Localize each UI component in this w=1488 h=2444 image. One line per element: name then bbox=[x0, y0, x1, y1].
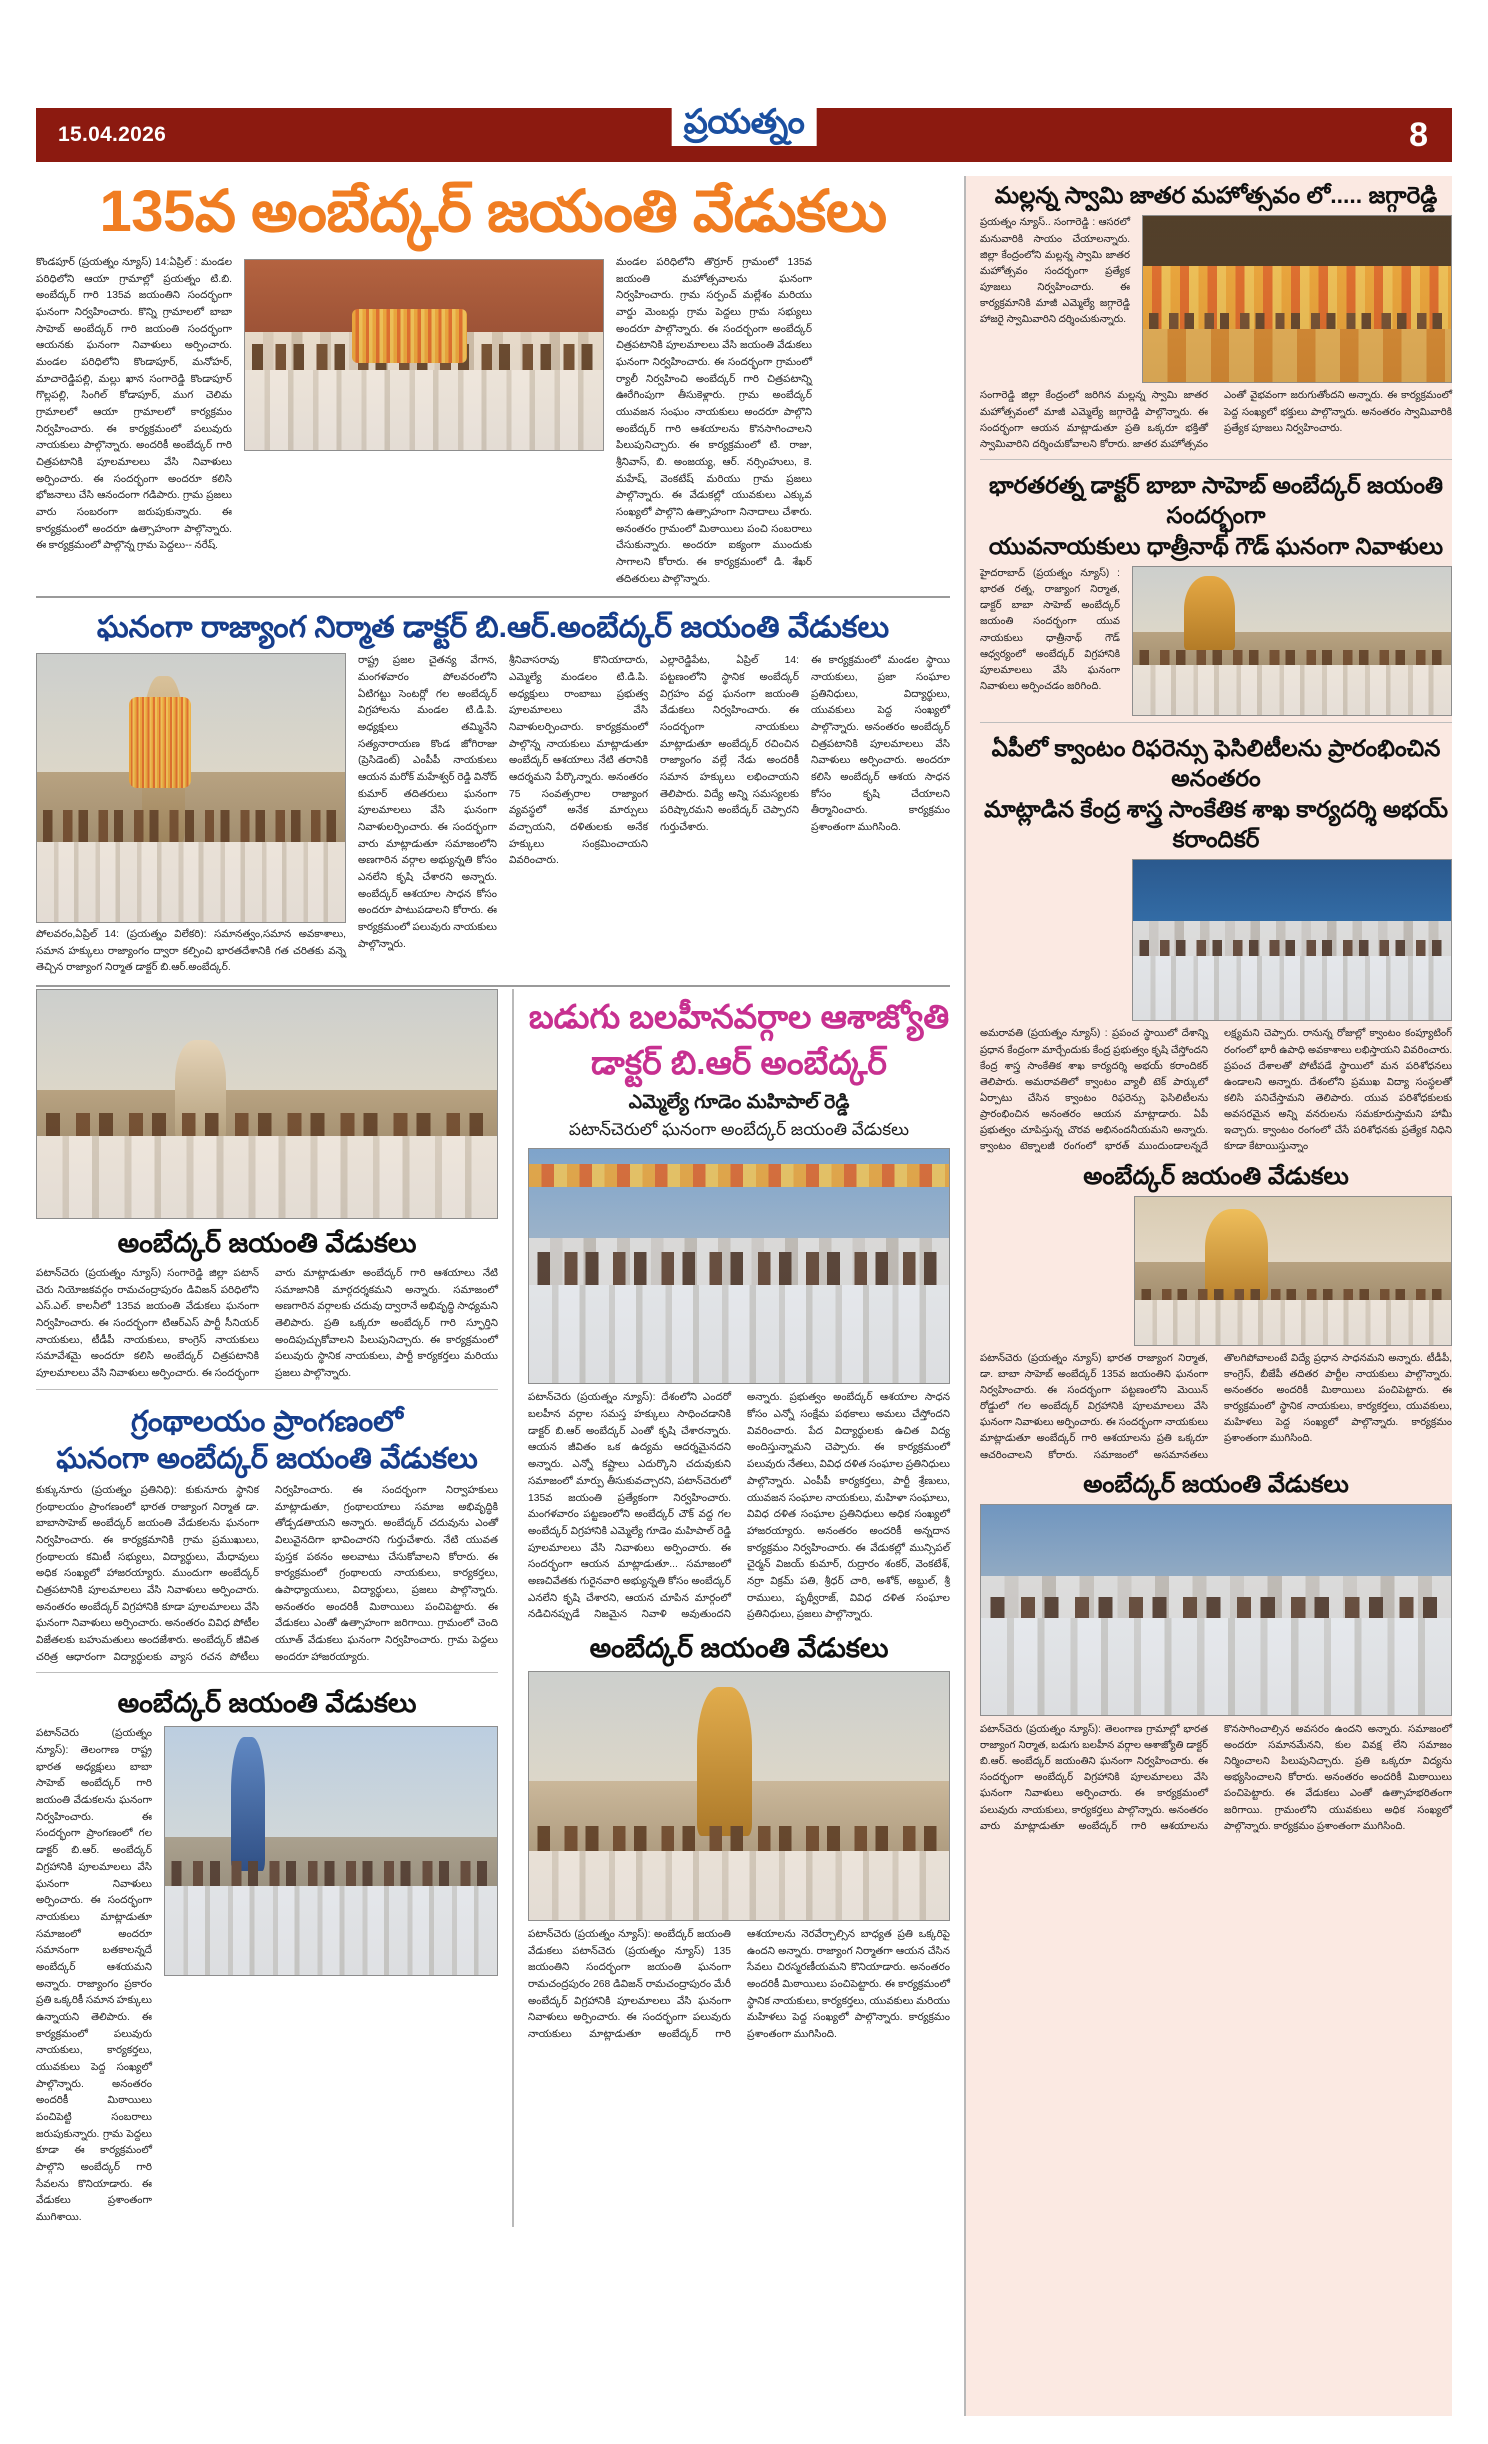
right-column bbox=[966, 176, 1452, 2416]
section2-col1: రాష్ట్ర ప్రజల చైతన్య వేగాన, మంగళవారం పోలవరంలోని ఏటిగట్టు సెంటర్లో గల అంబేద్కర్ విగ్రహాలను మండల టి.డి.పి. అధ్యక్షులు తమ్మినేని సత్యనారాయణ కొండ జోగిరాజు (ప్రెసిడెంట్) ఎంపీపీ నాయకులు ఆయన మరోక్ మహేశ్వర్ రెడ్డి వినోద్ కుమార్ తదితరులు ఘనంగా పూలమాలలు వేసి ఘనంగా నివాళులర్పించారు. ఈ సందర్భంగా వారు మాట్లాడుతూ సమాజంలోని అణగారిన వర్గాల అభ్యున్నతి కోసం ఎనలేని కృషి చేశారని అన్నారు. అంబేద్కర్ ఆశయాల సాధన కోసం అందరూ పాటుపడాలని కోరారు. ఈ కార్యక్రమంలో పలువురు నాయకులు పాల్గొన్నారు. bbox=[358, 655, 497, 950]
right-divider-1 bbox=[980, 459, 1452, 460]
right-headline1: మల్లన్న స్వామి జాతర మహోత్సవం లో..... జగ్గారెడ్డి bbox=[994, 182, 1438, 208]
page-number: 8 bbox=[1409, 116, 1428, 154]
lead-photo bbox=[244, 259, 604, 451]
main-column bbox=[36, 176, 966, 2416]
right-body1: ప్రయత్నం న్యూస్.. సంగారెడ్డి : ఆసరలో మనువారికి సాయం చేయాలన్నారు. జిల్లా కేంద్రంలోని మల్లన్న స్వామి జాతర మహోత్సవం సందర్భంగా ప్రత్యేక పూజలు నిర్వహించారు. ఈ కార్యక్రమానికి మాజీ ఎమ్మెల్యే జగ్గారెడ్డి హాజరై స్వామివారిని దర్శించుకున్నారు. bbox=[980, 217, 1130, 326]
right-body3: అమరావతి (ప్రయత్నం న్యూస్) : ప్రపంచ స్థాయిలో దేశాన్ని ప్రధాన కేంద్రంగా మార్చేందుకు కేంద్ర ప్రభుత్వం కృషి చేస్తోందని కేంద్ర శాస్త్ర సాంకేతిక శాఖ కార్యదర్శి అభయ్ కరాందికర్ తెలిపారు. అమరావతిలో క్వాంటం వ్యాలీ టెక్ పార్కులో ఏర్పాటు చేసిన క్వాంటం రిఫరెన్సు ఫెసిలిటీలను ప్రారంభించిన అనంతరం ఆయన మాట్లాడారు. ఏపీ ప్రభుత్వం చూపిస్తున్న చొరవ అభినందనీయమని అన్నారు. క్వాంటం టెక్నాలజీ రంగంలో భారత్ ముందుండాలన్నదే లక్ష్యమని చెప్పారు. రానున్న రోజుల్లో క్వాంటం కంప్యూటింగ్ రంగంలో భారీ ఉపాధి అవకాశాలు లభిస్తాయని వివరించారు. ప్రపంచ దేశాలతో పోటీపడే స్థాయిలో మన పరిశోధనలు ఉండాలని అన్నారు. దేశంలోని ప్రముఖ విద్యా సంస్థలతో కలిసి పనిచేస్తామని తెలిపారు. యువ పరిశోధకులకు అవసరమైన అన్ని వనరులను సమకూరుస్తామని హామీ ఇచ్చారు. క్వాంటం రంగంలో చేసే పరిశోధనకు ప్రత్యేక నిధిని కూడా కేటాయిస్తున్నాం bbox=[980, 1028, 1452, 1153]
right-headline3-line1: ఏపీలో క్వాంటం రిఫరెన్సు ఫెసిలిటీలను ప్రారంభించిన అనంతరం bbox=[991, 735, 1441, 792]
section5-body: పటాన్‌చెరు (ప్రయత్నం న్యూస్): తెలంగాణ రాష్ట్ర భారత అధ్యక్షులు బాబా సాహెబ్ అంబేద్కర్ గారి జయంతి వేడుకలను ఘనంగా నిర్వహించారు. ఈ సందర్భంగా ప్రాంగణంలో గల డాక్టర్ బి.ఆర్. అంబేద్కర్ విగ్రహానికి పూలమాలలు వేసి ఘనంగా నివాళులు అర్పించారు. ఈ సందర్భంగా నాయకులు మాట్లాడుతూ సమాజంలో అందరూ సమానంగా బతకాలన్నదే అంబేద్కర్ ఆశయమని అన్నారు. రాజ్యాంగం ప్రకారం ప్రతి ఒక్కరికీ సమాన హక్కులు ఉన్నాయని తెలిపారు. ఈ కార్యక్రమంలో పలువురు నాయకులు, కార్యకర్తలు, యువకులు పెద్ద సంఖ్యలో పాల్గొన్నారు. అనంతరం అందరికీ మిఠాయిలు పంచిపెట్టి సంబరాలు జరుపుకున్నారు. గ్రామ పెద్దలు కూడా ఈ కార్యక్రమంలో పాల్గొని అంబేద్కర్ గారి సేవలను కొనియాడారు. ఈ వేడుకలు ప్రశాంతంగా ముగిశాయి. bbox=[36, 1728, 152, 2223]
section3-body: పటాన్‌చెరు (ప్రయత్నం న్యూస్) సంగారెడ్డి జిల్లా పటాన్ చెరు నియోజకవర్గం రామచంద్రాపురం డివిజన్ పరిధిలోని ఎస్.ఎల్. కాలనీలో 135వ జయంతి వేడుకలు ఘనంగా నిర్వహించారు. ఈ సందర్భంగా టిఆర్ఎస్ పార్టీ సీనియర్ నాయకులు, టీడీపీ నాయకులు, కాంగ్రెస్ నాయకులు సమావేశమై అందరూ కలిసి అంబేద్కర్ చిత్రపటానికి పూలమాలలు వేసి నివాళులు అర్పించారు. ఈ సందర్భంగా వారు మాట్లాడుతూ అంబేద్కర్ గారి ఆశయాలు నేటి సమాజానికి మార్గదర్శకమని అన్నారు. సమాజంలో అణగారిన వర్గాలకు చదువు ద్వారానే అభివృద్ధి సాధ్యమని తెలిపారు. ప్రతి ఒక్కరూ అంబేద్కర్ గారి స్ఫూర్తిని అందిపుచ్చుకోవాలని పిలుపునిచ్చారు. ఈ కార్యక్రమంలో పలువురు స్థానిక నాయకులు, పార్టీ కార్యకర్తలు మరియు ప్రజలు పాల్గొన్నారు. bbox=[36, 1267, 498, 1379]
right-body1b: సంగారెడ్డి జిల్లా కేంద్రంలో జరిగిన మల్లన్న స్వామి జాతర మహోత్సవంలో మాజీ ఎమ్మెల్యే జగ్గారెడ్డి పాల్గొన్నారు. ఈ సందర్భంగా ఆయన మాట్లాడుతూ ప్రతి ఒక్కరూ భక్తితో స్వామివారిని దర్శించుకోవాలని కోరారు. జాతర మహోత్సవం ఎంతో వైభవంగా జరుగుతోందని అన్నారు. ఈ కార్యక్రమంలో పెద్ద సంఖ్యలో భక్తులు పాల్గొన్నారు. అనంతరం స్వామివారికి ప్రత్యేక పూజలు నిర్వహించారు. bbox=[980, 390, 1452, 450]
middle-body2: పటాన్‌చెరు (ప్రయత్నం న్యూస్): అంబేద్కర్ జయంతి వేడుకలు పటాన్‌చెరు (ప్రయత్నం న్యూస్) 135 జయంతిని సందర్భంగా జయంతి ఘనంగా రామచంద్రపురం 268 డివిజన్ రామచంద్రాపురం మేరీ అంబేద్కర్ విగ్రహానికి పూలమాలలు వేసి ఘనంగా నివాళులు అర్పించారు. ఈ సందర్భంగా పలువురు నాయకులు మాట్లాడుతూ అంబేద్కర్ గారి ఆశయాలను నెరవేర్చాల్సిన బాధ్యత ప్రతి ఒక్కరిపై ఉందని అన్నారు. రాజ్యాంగ నిర్మాతగా ఆయన చేసిన సేవలు చిరస్మరణీయమని కొనియాడారు. అనంతరం అందరికీ మిఠాయిలు పంచిపెట్టారు. ఈ కార్యక్రమంలో స్థానిక నాయకులు, కార్యకర్తలు, యువకులు మరియు మహిళలు పెద్ద సంఖ్యలో పాల్గొన్నారు. కార్యక్రమం ప్రశాంతంగా ముగిసింది. bbox=[528, 1928, 950, 2040]
right-photo3 bbox=[1132, 859, 1452, 1021]
right-photo2 bbox=[1132, 566, 1452, 716]
section4-body: కుక్కునూరు (ప్రయత్నం ప్రతినిధి): కుకునూరు స్థానిక గ్రంథాలయం ప్రాంగణంలో భారత రాజ్యాంగ నిర్మాత డా. బాబాసాహెబ్ అంబేద్కర్ జయంతి వేడుకలను ఘనంగా నిర్వహించారు. ఈ కార్యక్రమానికి గ్రామ ప్రముఖులు, గ్రంథాలయ కమిటీ సభ్యులు, విద్యార్థులు, మేధావులు అధిక సంఖ్యలో హాజరయ్యారు. ముందుగా అంబేద్కర్ చిత్రపటానికి పూలమాలలు వేసి నివాళులు అర్పించారు. అనంతరం అంబేద్కర్ విగ్రహానికి కూడా పూలమాలలు వేసి ఘనంగా నివాళులు అర్పించారు. అనంతరం వివిధ పోటీల విజేతలకు బహుమతులు అందజేశారు. అంబేద్కర్ జీవిత చరిత్ర ఆధారంగా విద్యార్థులకు వ్యాస రచన పోటీలు నిర్వహించారు. ఈ సందర్భంగా నిర్వాహకులు మాట్లాడుతూ, గ్రంథాలయాలు సమాజ అభివృద్ధికి తోడ్పడతాయని అన్నారు. అంబేద్కర్ చదువును ఎంతో విలువైనదిగా భావించారని గుర్తుచేశారు. నేటి యువత పుస్తక పఠనం అలవాటు చేసుకోవాలని కోరారు. ఈ కార్యక్రమంలో గ్రంథాలయ నాయకులు, కార్యకర్తలు, ఉపాధ్యాయులు, విద్యార్థులు, ప్రజలు పాల్గొన్నారు. అనంతరం అందరికీ మిఠాయిలు పంచిపెట్టారు. ఈ వేడుకలు ఎంతో ఉత్సాహంగా జరిగాయి. గ్రామంలో చెంది యూత్ వేడుకలు ఘనంగా నిర్వహించారు. గ్రామ పెద్దలు అందరూ హాజరయ్యారు. bbox=[36, 1484, 498, 1663]
lower-main bbox=[36, 989, 950, 2227]
masthead-bar bbox=[36, 103, 1452, 162]
section3-photo bbox=[36, 989, 498, 1219]
right-photo1 bbox=[1142, 215, 1452, 383]
divider-2 bbox=[36, 985, 950, 987]
right-body2: హైదరాబాద్ (ప్రయత్నం న్యూస్) : భారత రత్న, రాజ్యాంగ నిర్మాత, డాక్టర్ బాబా సాహెబ్ అంబేద్కర్ జయంతి సందర్భంగా యువ నాయకులు ధాత్రీనాథ్ గౌడ్ ఆధ్వర్యంలో అంబేద్కర్ విగ్రహానికి పూలమాలలు వేసి ఘనంగా నివాళులు అర్పించడం జరిగింది. bbox=[980, 568, 1120, 692]
lead-body-1: కొండపూర్ (ప్రయత్నం న్యూస్) 14:ఏప్రిల్ : మండల పరిధిలోని ఆయా గ్రామాల్లో ప్రయత్నం టి.బి. అంబేద్కర్ గారి 135వ జయంతిని సందర్భంగా ఘనంగా నిర్వహించారు. కొన్ని గ్రామాలలో బాబా సాహెబ్ అంబేద్కర్ గారి జయంతి సందర్భంగా ఆయనకు ఘనంగా నివాళులు అర్పించారు. మండల పరిధిలోని కొండాపూర్, మనోహర్, మాచారెడ్డిపల్లి, మల్లు ఖాన సంగారెడ్డి కొండాపూర్ గొల్లపల్లి, సింగిల్ కోడాపూర్, ముగ చెలిమ గ్రామాలలో ఆయా గ్రామాలలో కార్యక్రమం నిర్వహించారు. ఈ కార్యక్రమంలో పలువురు నాయకులు పాల్గొన్నారు. అందరికీ అంబేద్కర్ గారి చిత్రపటానికి పూలమాలలు వేసి నివాళులు అర్పించారు. ఈ సందర్భంగా అందరూ కలిసి భోజనాలు చేసి ఆనందంగా గడిపారు. గ్రామ ప్రజలు వారు సంబరంగా జరుపుకున్నారు. ఈ కార్యక్రమంలో అందరూ ఉత్సాహంగా పాల్గొన్నారు. ఈ కార్యక్రమంలో పాల్గొన్న గ్రామ పెద్దలు-- నరేష్. bbox=[36, 256, 232, 552]
middle-photo bbox=[528, 1148, 950, 1384]
middle-headline-line1: బడుగు బలహీనవర్గాల ఆశాజ్యోతి bbox=[528, 997, 950, 1035]
middle-sub2: పటాన్‌చెరులో ఘనంగా అంబేద్కర్ జయంతి వేడుకలు bbox=[568, 1119, 910, 1139]
divider-4 bbox=[36, 1672, 498, 1673]
section2-body bbox=[36, 653, 950, 976]
section2-col4: ఈ కార్యక్రమంలో మండల స్థాయి నాయకులు, ప్రజా సంఘాల ప్రతినిధులు, విద్యార్థులు, యువకులు పెద్ద సంఖ్యలో పాల్గొన్నారు. అనంతరం అంబేద్కర్ చిత్రపటానికి పూలమాలలు వేసి నివాళులు అర్పించారు. అందరూ కలిసి అంబేద్కర్ ఆశయ సాధన కోసం కృషి చేయాలని తీర్మానించారు. కార్యక్రమం ప్రశాంతంగా ముగిసింది. bbox=[811, 655, 950, 834]
divider-3 bbox=[36, 1389, 498, 1390]
middle-sub1: ఎమ్మెల్యే గూడెం మహిపాల్ రెడ్డి bbox=[628, 1091, 850, 1113]
middle-photo2 bbox=[528, 1671, 950, 1921]
section4-headline-line2: ఘనంగా అంబేద్కర్ జయంతి వేడుకలు bbox=[56, 1443, 478, 1476]
middle-body: పటాన్‌చెరు (ప్రయత్నం న్యూస్): దేశంలోని ఎందరో బలహీన వర్గాల సమస్త హక్కులు సాధించడానికి డాక్టర్ బి.ఆర్ అంబేద్కర్ ఎంతో కృషి చేశారన్నారు. ఆయన జీవితం ఒక ఉద్యమ ఆదర్శమైనదని అన్నారు. ఎన్నో కష్టాలు ఎదుర్కొని చదువుకుని సమాజంలో మార్పు తీసుకువచ్చారని, పటాన్‌చెరులో 135వ జయంతి ప్రత్యేకంగా నిర్వహించారు. మంగళవారం పట్టణంలోని అంబేద్కర్ చౌక్ వద్ద గల అంబేద్కర్ విగ్రహానికి ఎమ్మెల్యే గూడెం మహిపాల్ రెడ్డి పూలమాలలు వేసి నివాళులు అర్పించారు. ఈ సందర్భంగా ఆయన మాట్లాడుతూ... సమాజంలో అణచివేతకు గురైనవారి అభ్యున్నతి కోసం అంబేద్కర్ ఎనలేని కృషి చేశారని, ఆయన చూపిన మార్గంలో నడిచినప్పుడే నిజమైన నివాళి అవుతుందని అన్నారు. ప్రభుత్వం అంబేద్కర్ ఆశయాల సాధన కోసం ఎన్నో సంక్షేమ పథకాలు అమలు చేస్తోందని వివరించారు. పేద విద్యార్థులకు ఉచిత విద్య అందిస్తున్నామని చెప్పారు. ఈ కార్యక్రమంలో పలువురు నేతలు, వివిధ దళిత సంఘాల ప్రతినిధులు పాల్గొన్నారు. ఎంపీపీ కార్యకర్తలు, పార్టీ శ్రేణులు, యువజన సంఘాల నాయకులు, మహిళా సంఘాలు, వివిధ దళిత సంఘాల ప్రతినిధులు అధిక సంఖ్యలో హాజరయ్యారు. అనంతరం అందరికీ అన్నదాన కార్యక్రమం నిర్వహించారు. ఈ వేడుకల్లో మున్సిపల్ చైర్మన్ విజయ్ కుమార్, రుద్రారం శంకర్, వెంకటేశ్, నర్రా విక్రమ్ పతి, శ్రీధర్ చారి, అశోక్, అబ్దుల్, శ్రీ రాములు, పృథ్వీరాజ్, వివిధ దళిత సంఘాల ప్రతినిధులు, ప్రజలు పాల్గొన్నారు. bbox=[528, 1392, 950, 1621]
section5-photo bbox=[164, 1726, 498, 1976]
lead-headline: 135వ అంబేద్కర్ జయంతి వేడుకలు bbox=[99, 179, 887, 244]
section2-col3: ఎల్లారెడ్డిపేట, ఏప్రిల్ 14: పట్టణంలోని స్థానిక అంబేద్కర్ విగ్రహం వద్ద ఘనంగా జయంతి వేడుకలు నిర్వహించారు. ఈ సందర్భంగా నాయకులు మాట్లాడుతూ అంబేద్కర్ రచించిన రాజ్యాంగం వల్లే నేడు అందరికీ సమాన హక్కులు లభించాయని తెలిపారు. విద్యే అన్ని సమస్యలకు పరిష్కారమని అంబేద్కర్ చెప్పారని గుర్తుచేశారు. bbox=[660, 655, 799, 834]
section2-headline: ఘనంగా రాజ్యాంగ నిర్మాత డాక్టర్ బి.ఆర్.అంబేద్కర్ జయంతి వేడుకలు bbox=[96, 611, 890, 645]
divider-1 bbox=[36, 596, 950, 598]
right-headline4: అంబేద్కర్ జయంతి వేడుకలు bbox=[1083, 1162, 1349, 1190]
section2-col2: శ్రీనివాసరావు కొనియాదారు, ఎమ్మెల్యే మండలం టి.డి.పి. అధ్యక్షులు రాంబాబు ప్రభుత్వ పూలమాలలు వేసి నివాళులర్పించారు. కార్యక్రమంలో పాల్గొన్న నాయకులు మాట్లాడుతూ అంబేద్కర్ ఆశయాలు నేటి తరానికి ఆదర్శమని పేర్కొన్నారు. అనంతరం 75 సంవత్సరాల రాజ్యాంగ వ్యవస్థలో అనేక మార్పులు వచ్చాయని, దళితులకు అనేక హక్కులు సంక్రమించాయని వివరించారు. bbox=[509, 655, 648, 867]
right-headline5: అంబేద్కర్ జయంతి వేడుకలు bbox=[1083, 1470, 1349, 1498]
section5-headline: అంబేద్కర్ జయంతి వేడుకలు bbox=[117, 1688, 417, 1719]
middle-headline2: అంబేద్కర్ జయంతి వేడుకలు bbox=[589, 1632, 889, 1663]
section2-photo bbox=[36, 653, 346, 923]
lead-story bbox=[36, 255, 950, 588]
right-body5: పటాన్‌చెరు (ప్రయత్నం న్యూస్): తెలంగాణ గ్రామాల్లో భారత రాజ్యాంగ నిర్మాత, బడుగు బలహీన వర్గాల ఆశాజ్యోతి డాక్టర్ బి.ఆర్. అంబేద్కర్ జయంతిని ఘనంగా నిర్వహించారు. ఈ సందర్భంగా అంబేద్కర్ విగ్రహానికి పూలమాలలు వేసి ఘనంగా నివాళులు అర్పించారు. ఈ కార్యక్రమంలో పలువురు నాయకులు, కార్యకర్తలు పాల్గొన్నారు. అనంతరం వారు మాట్లాడుతూ అంబేద్కర్ గారి ఆశయాలను కొనసాగించాల్సిన అవసరం ఉందని అన్నారు. సమాజంలో అందరూ సమానమేనని, కుల వివక్ష లేని సమాజం నిర్మించాలని పిలుపునిచ్చారు. ప్రతి ఒక్కరూ విద్యను అభ్యసించాలని కోరారు. అనంతరం అందరికీ మిఠాయిలు పంచిపెట్టారు. ఈ వేడుకలు ఎంతో ఉత్సాహభరితంగా జరిగాయి. గ్రామంలోని యువకులు అధిక సంఖ్యలో పాల్గొన్నారు. కార్యక్రమం ప్రశాంతంగా ముగిసింది. bbox=[980, 1723, 1452, 1832]
newspaper-logo: ప్రయత్నం bbox=[672, 102, 817, 146]
right-headline2-line2: యువనాయకులు ధాత్రీనాథ్ గౌడ్ ఘనంగా నివాళులు bbox=[988, 532, 1444, 559]
page-body bbox=[36, 176, 1452, 2416]
right-headline3-line2: మాట్లాడిన కేంద్ర శాస్త్ర సాంకేతిక శాఖ కార్యదర్శి అభయ్ కరాందికర్ bbox=[983, 795, 1449, 853]
lead-body-2: మండల పరిధిలోని తొర్రూర్ గ్రామంలో 135వ జయంతి మహోత్సవాలను ఘనంగా నిర్వహించారు. గ్రామ సర్పంచ్ మల్లేశం మరియు వార్డు మెంబర్లు గ్రామ పెద్దలు గ్రామ సభ్యులు అందరూ పాల్గొన్నారు. ఈ సందర్భంగా అంబేద్కర్ చిత్రపటానికి పూలమాలలు వేసి జయంతి వేడుకలు ఘనంగా నిర్వహించారు. ఈ సందర్భంగా గ్రామంలో ర్యాలీ నిర్వహించి అంబేద్కర్ గారి చిత్రపటాన్ని ఊరేగింపుగా తీసుకెళ్లారు. గ్రామ అంబేద్కర్ యువజన సంఘం నాయకులు అందరూ పాల్గొని అంబేద్కర్ గారి ఆశయాలను కొనసాగించాలని పిలుపునిచ్చారు. ఈ కార్యక్రమంలో టి. రాజు, శ్రీనివాస్, బి. అంజయ్య, ఆర్. నర్సింహులు, కె. మహేష్, వెంకటేష్ మరియు గ్రామ ప్రజలు పాల్గొన్నారు. ఈ వేడుకల్లో యువకులు ఎక్కువ సంఖ్యలో పాల్గొని ఉత్సాహంగా నినాదాలు చేశారు. అనంతరం గ్రామంలో మిఠాయిలు పంచి సంబరాలు చేసుకున్నారు. అందరూ ఐక్యంగా ముందుకు సాగాలని కోరారు. ఈ కార్యక్రమంలో డి. శేఖర్ తదితరులు పాల్గొన్నారు. bbox=[616, 256, 812, 585]
right-photo5 bbox=[980, 1504, 1452, 1716]
right-headline2-line1: భారతరత్న డాక్టర్ బాబా సాహెబ్ అంబేద్కర్ జయంతి సందర్భంగా bbox=[988, 471, 1444, 529]
right-body4: పటాన్‌చెరు (ప్రయత్నం న్యూస్) భారత రాజ్యాంగ నిర్మాత, డా. బాబా సాహెబ్ అంబేద్కర్ 135వ జయంతిని ఘనంగా నిర్వహించారు. ఈ సందర్భంగా పట్టణంలోని మెయిన్ రోడ్డులో గల అంబేద్కర్ విగ్రహానికి పూలమాలలు వేసి ఘనంగా నివాళులు అర్పించారు. ఈ సందర్భంగా నాయకులు మాట్లాడుతూ అంబేద్కర్ గారి ఆశయాలను ప్రతి ఒక్కరూ ఆచరించాలని కోరారు. సమాజంలో అసమానతలు తొలగిపోవాలంటే విద్యే ప్రధాన సాధనమని అన్నారు. టీడీపీ, కాంగ్రెస్, బీజేపీ తదితర పార్టీల నాయకులు పాల్గొన్నారు. అనంతరం అందరికీ మిఠాయిలు పంచిపెట్టారు. ఈ కార్యక్రమంలో స్థానిక నాయకులు, కార్యకర్తలు, యువకులు, మహిళలు పెద్ద సంఖ్యలో పాల్గొన్నారు. కార్యక్రమం ప్రశాంతంగా ముగిసింది. bbox=[980, 1352, 1452, 1461]
section2-photo-caption: పోలవరం,ఏప్రిల్ 14: (ప్రయత్నం విలేకరి): సమానత్వం,సమాన అవకాశాలు, సమాన హక్కులు రాజ్యాంగం ద్వారా కల్పించి భారతదేశానికి గత చరితకు వన్నె తెచ్చిన రాజ్యాంగ నిర్మాత డాక్టర్ బి.ఆర్.అంబేద్కర్. bbox=[36, 929, 346, 974]
section4-headline-line1: గ్రంథాలయం ప్రాంగణంలో bbox=[130, 1405, 404, 1438]
section3-headline: అంబేద్కర్ జయంతి వేడుకలు bbox=[117, 1227, 417, 1258]
publication-date: 15.04.2026 bbox=[58, 123, 167, 146]
right-photo4 bbox=[1134, 1196, 1452, 1346]
right-divider-2 bbox=[980, 722, 1452, 723]
middle-headline-line2: డాక్టర్ బి.ఆర్ అంబేద్కర్ bbox=[591, 1044, 887, 1082]
